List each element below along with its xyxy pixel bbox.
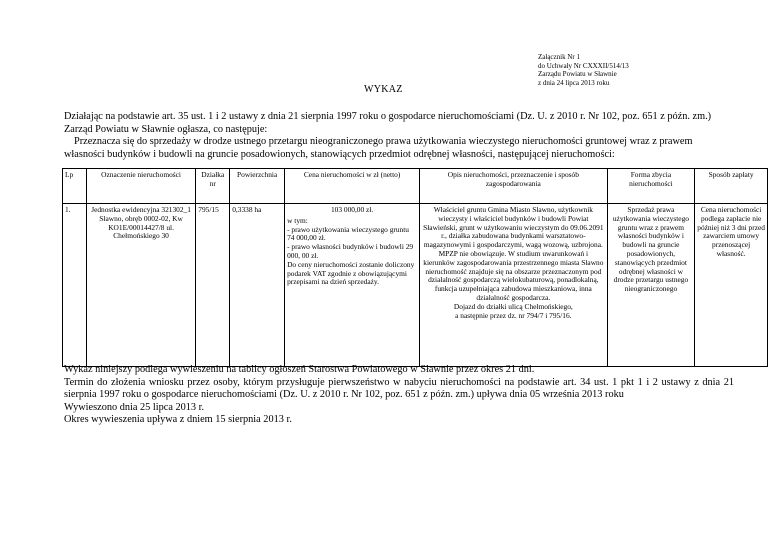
attachment-line: Zarządu Powiatu w Sławnie xyxy=(538,70,617,78)
header-lp: Lp xyxy=(63,169,87,204)
footer-line: Termin do złożenia wniosku przez osoby, którym przysługuje pierwszeństwo w nabyciu nieruchomości na podstawie art. 34 ust. 1 pkt 1 i 2 ustawy z dnia 21 sierpnia 1997 roku o gospodarce nieruchomościami (Dz. U. z 2010 r. Nr 102, poz. 651 z późn. zm.) upływa dnia 05 września 2013 roku xyxy=(64,376,734,401)
footer-line: Wywieszono dnia 25 lipca 2013 r. xyxy=(64,401,205,413)
intro-paragraph-2: Przeznacza się do sprzedaży w drodze ustnego przetargu nieograniczonego prawa użytkowania wieczystego nieruchomości gruntowej wraz z prawem własności budynków i budowli na gruncie posadowionych, stanowiących przedmiot odrębnej własności, następującej nieruchomości: xyxy=(64,136,693,160)
cell-oznaczenie: Jednostka ewidencyjna 321302_1 Sławno, obręb 0002-02, Kw KO1E/00014427/8 ul. Chełmońskiego 30 xyxy=(86,204,195,367)
intro-paragraph-1: Działając na podstawie art. 35 ust. 1 i 2 ustawy z dnia 21 sierpnia 1997 roku o gospodarce nieruchomościami (Dz. U. z 2010 r. Nr 102, poz. 651 z późn. zm.) Zarząd Powiatu w Sławnie ogłasza, co następuje: xyxy=(64,111,712,135)
footer-text xyxy=(64,364,734,427)
cell-opis: Właściciel gruntu Gmina Miasto Sławno, użytkownik wieczysty i właściciel budynków i budowli Powiat Sławieński, grunt w użytkowaniu wieczystym do 09.06.2091 r., działka zabudowana budynkami warsztatowo-magazynowymi i gospodarczymi, wagą wozową, uzbrojona. MPZP nie obowiązuje. W studium uwarunkowań i kierunków zagospodarowania przestrzennego miasta Sławno nieruchomość znajduje się na obszarze przeznaczonym pod działalność gospodarczą wielokubaturową, ponadlokalną, funkcja uzupełniająca zabudowa mieszkaniowa, inna działalność gospodarcza. Dojazd do działki ulicą Chełmońskiego, a następnie przez dz. nr 794/7 i 795/16. xyxy=(420,204,607,367)
cell-zaplata: Cena nieruchomości podlega zapłacie nie później niż 3 dni przed zawarciem umowy przenoszącej własność. xyxy=(695,204,768,367)
table-header-row xyxy=(63,169,768,204)
attachment-line: Załącznik Nr 1 xyxy=(538,53,580,61)
cell-lp: 1. xyxy=(63,204,87,367)
header-opis: Opis nieruchomości, przeznaczenie i sposób zagospodarowania xyxy=(420,169,607,204)
footer-line: Okres wywieszenia upływa z dniem 15 sierpnia 2013 r. xyxy=(64,414,292,426)
attachment-line: do Uchwały Nr CXXXII/514/13 xyxy=(538,61,629,70)
cell-powierzchnia: 0,3338 ha xyxy=(230,204,285,367)
header-zaplata: Sposób zapłaty xyxy=(695,169,768,204)
document-title: WYKAZ xyxy=(364,84,403,95)
cell-forma: Sprzedaż prawa użytkowania wieczystego gruntu wraz z prawem własności budynków i budowli na gruncie posadowionych, stanowiących przedmiot odrębnej własności w drodze przetargu ustnego nieograniczonego xyxy=(607,204,695,367)
footer-line: Wykaz niniejszy podlega wywieszeniu na tablicy ogłoszeń Starostwa Powiatowego w Sławnie przez okres 21 dni. xyxy=(64,364,535,375)
price-details: w tym: - prawo użytkowania wieczystego gruntu 74 000,00 zł. - prawo własności budynków i budowli 29 000, 00 zł. Do ceny nieruchomości zostanie doliczony podarek VAT zgodnie z obowiązującymi przepisami na dzień sprzedaży. xyxy=(287,215,415,287)
cell-cena xyxy=(285,204,420,367)
intro-text xyxy=(64,111,734,161)
table-row xyxy=(63,204,768,367)
attachment-line: z dnia 24 lipca 2013 roku xyxy=(538,78,610,87)
attachment-note xyxy=(538,53,629,87)
header-forma: Forma zbycia nieruchomości xyxy=(607,169,695,204)
header-powierzchnia: Powierzchnia xyxy=(230,169,285,204)
header-dzialka: Działka nr xyxy=(196,169,230,204)
header-cena: Cena nieruchomości w zł (netto) xyxy=(285,169,420,204)
price-total: 103 000,00 zł. xyxy=(330,205,374,214)
cell-dzialka: 795/15 xyxy=(196,204,230,367)
header-oznaczenie: Oznaczenie nieruchomości xyxy=(86,169,195,204)
property-table xyxy=(62,168,768,367)
